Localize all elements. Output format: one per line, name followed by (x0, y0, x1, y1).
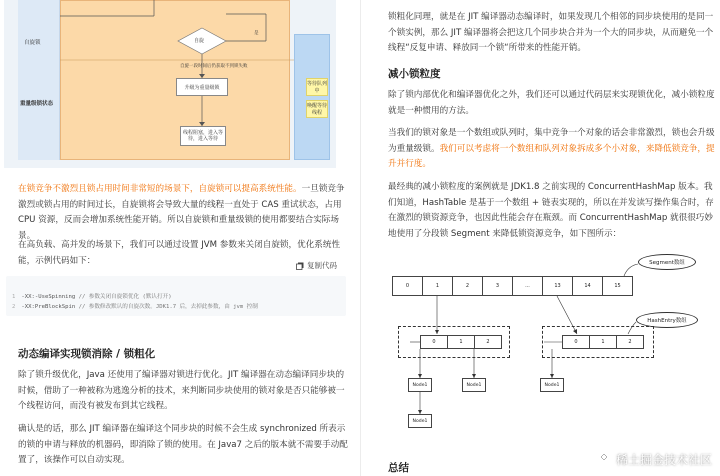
para-array-split (388, 126, 718, 173)
yes-label: 是 (254, 31, 259, 36)
entry-cell: 2 (474, 335, 502, 349)
segment-diagram (392, 242, 710, 447)
hashentry-array-label: HashEntry数组 (636, 312, 698, 328)
node-box: Node1 (408, 414, 432, 428)
lane-label-heavy: 重量级锁状态 (20, 101, 54, 107)
column-divider (360, 0, 361, 476)
spin-lock-flow-figure (4, 0, 336, 168)
segment-cell: 2 (452, 276, 483, 296)
para-reduce-intro: 除了锁内部优化和编译器优化之外，我们还可以通过代码层来实现锁优化，减小锁粒度就是一种惯用的方法。 (388, 90, 715, 116)
lane-label-spin: 自旋锁 (24, 40, 41, 46)
segment-array-label: Segment数组 (638, 254, 696, 270)
juejin-logo-icon (596, 453, 612, 467)
diagram-arrows (392, 242, 710, 447)
segment-cell: 3 (482, 276, 513, 296)
entry-cell: 0 (420, 335, 448, 349)
para-jit-elimination: 确认是的话，那么 JIT 编译器在编译这个同步块的时候不会生成 synchronized 所表示的锁的申请与释放的机器码，即消除了锁的使用。在 Java7 之后的版本就不需要手动配置了，该操作可以自动实现。 (18, 424, 348, 465)
node-box: Node1 (540, 378, 564, 392)
node-box: Node1 (408, 378, 432, 392)
entry-cell: 2 (616, 335, 644, 349)
flow-arrows (4, 0, 336, 168)
code-line-1: 1 -XX:-UseSpinning // 参数关闭自旋锁优化 (默认打开) (12, 294, 172, 300)
watermark-text: 稀土掘金技术社区 (615, 453, 712, 467)
segment-cell: 1 (422, 276, 453, 296)
para-concurrenthashmap: 最经典的减小锁粒度的案例就是 JDK1.8 之前实现的 ConcurrentHashMap 版本。我们知道，HashTable 是基于一个数组 + 链表实现的，所以在并发读写操作集合时，存在激烈的锁资源竞争，也因此性能会存在瓶颈。而 ConcurrentHashMap 就很很巧妙地使用了分段锁 Segment 来降低锁资源竞争，如下图所示： (388, 182, 714, 239)
highlight-text: 我们可以考虑将一个数组和队列对象拆成多个小对象，来降低锁竞争，提升并行度。 (388, 143, 715, 169)
box-thread-block: 线程阻塞，进入等待，进入等待 (180, 126, 226, 146)
heading-reduce-granularity: 减小锁粒度 (388, 68, 441, 80)
arrow-note: 自旋一段时间后仍获取不到锁失败 (180, 64, 248, 69)
segment-cell: 0 (392, 276, 423, 296)
entry-cell: 1 (589, 335, 617, 349)
copy-label: 复制代码 (307, 261, 337, 270)
para-escape-analysis: 除了锁升级优化，Java 还使用了编译器对锁进行优化。JIT 编译器在动态编译同步块的时候，借助了一种被称为逃逸分析的技术，来判断同步块使用的锁对象是否只能够被一个线程访问，而没有被发布到其它线程。 (18, 370, 345, 411)
para-jvm-params: 在高负载、高并发的场景下，我们可以通过设置 JVM 参数来关闭自旋锁，优化系统性能，示例代码如下： (18, 240, 341, 266)
box-upgrade-heavy: 升级为重量级锁 (176, 78, 228, 96)
para-spin-scenario (18, 182, 348, 244)
watermark (596, 451, 712, 468)
code-line-2: 2 -XX:PreBlockSpin // 参数修改默认的自旋次数。JDK1.7 后，去掉此参数，由 jvm 控制 (12, 304, 258, 310)
para-lock-coarsening: 锁粗化同理，就是在 JIT 编译器动态编译时，如果发现几个相邻的同步块使用的是同一个锁实例，那么 JIT 编译器将会把这几个同步块合并为一个大的同步块，从而避免一个线程“反复申请、释放同一个锁“所带来的性能开销。 (388, 12, 714, 53)
segment-cell: 13 (542, 276, 573, 296)
heading-lock-elimination: 动态编译实现锁消除 / 锁粗化 (18, 348, 156, 360)
entry-cell: 1 (447, 335, 475, 349)
decision-spin: 自旋 (194, 38, 205, 44)
segment-cell: ... (512, 276, 543, 296)
copy-icon (296, 262, 304, 270)
node-box: Node1 (462, 378, 486, 392)
highlight-text: 在锁竞争不激烈且锁占用时间非常短的场景下，自旋锁可以提高系统性能。 (18, 184, 302, 194)
heading-summary: 总结 (388, 462, 409, 474)
entry-cell: 0 (562, 335, 590, 349)
sticky-wake: 唤醒等待线程 (306, 100, 328, 118)
code-block (6, 276, 346, 316)
segment-cell: 15 (602, 276, 633, 296)
segment-cell: 14 (572, 276, 603, 296)
copy-code-button[interactable] (296, 260, 337, 271)
para-start: 当我们的锁对象是一个数组或队列时，集中竞争一个对象的话会非常激烈，锁也会升级为重量级锁。 (388, 128, 715, 154)
sticky-queue: 等待队列中 (306, 78, 328, 96)
para-rest: 一旦锁竞争激烈或锁占用的时间过长，自旋锁将会导致大量的线程一直处于 CAS 重试状态，占用 CPU 资源，反而会增加系统性能开销。所以自旋锁和重量级锁的使用都要结合实际场景。 (18, 184, 345, 241)
